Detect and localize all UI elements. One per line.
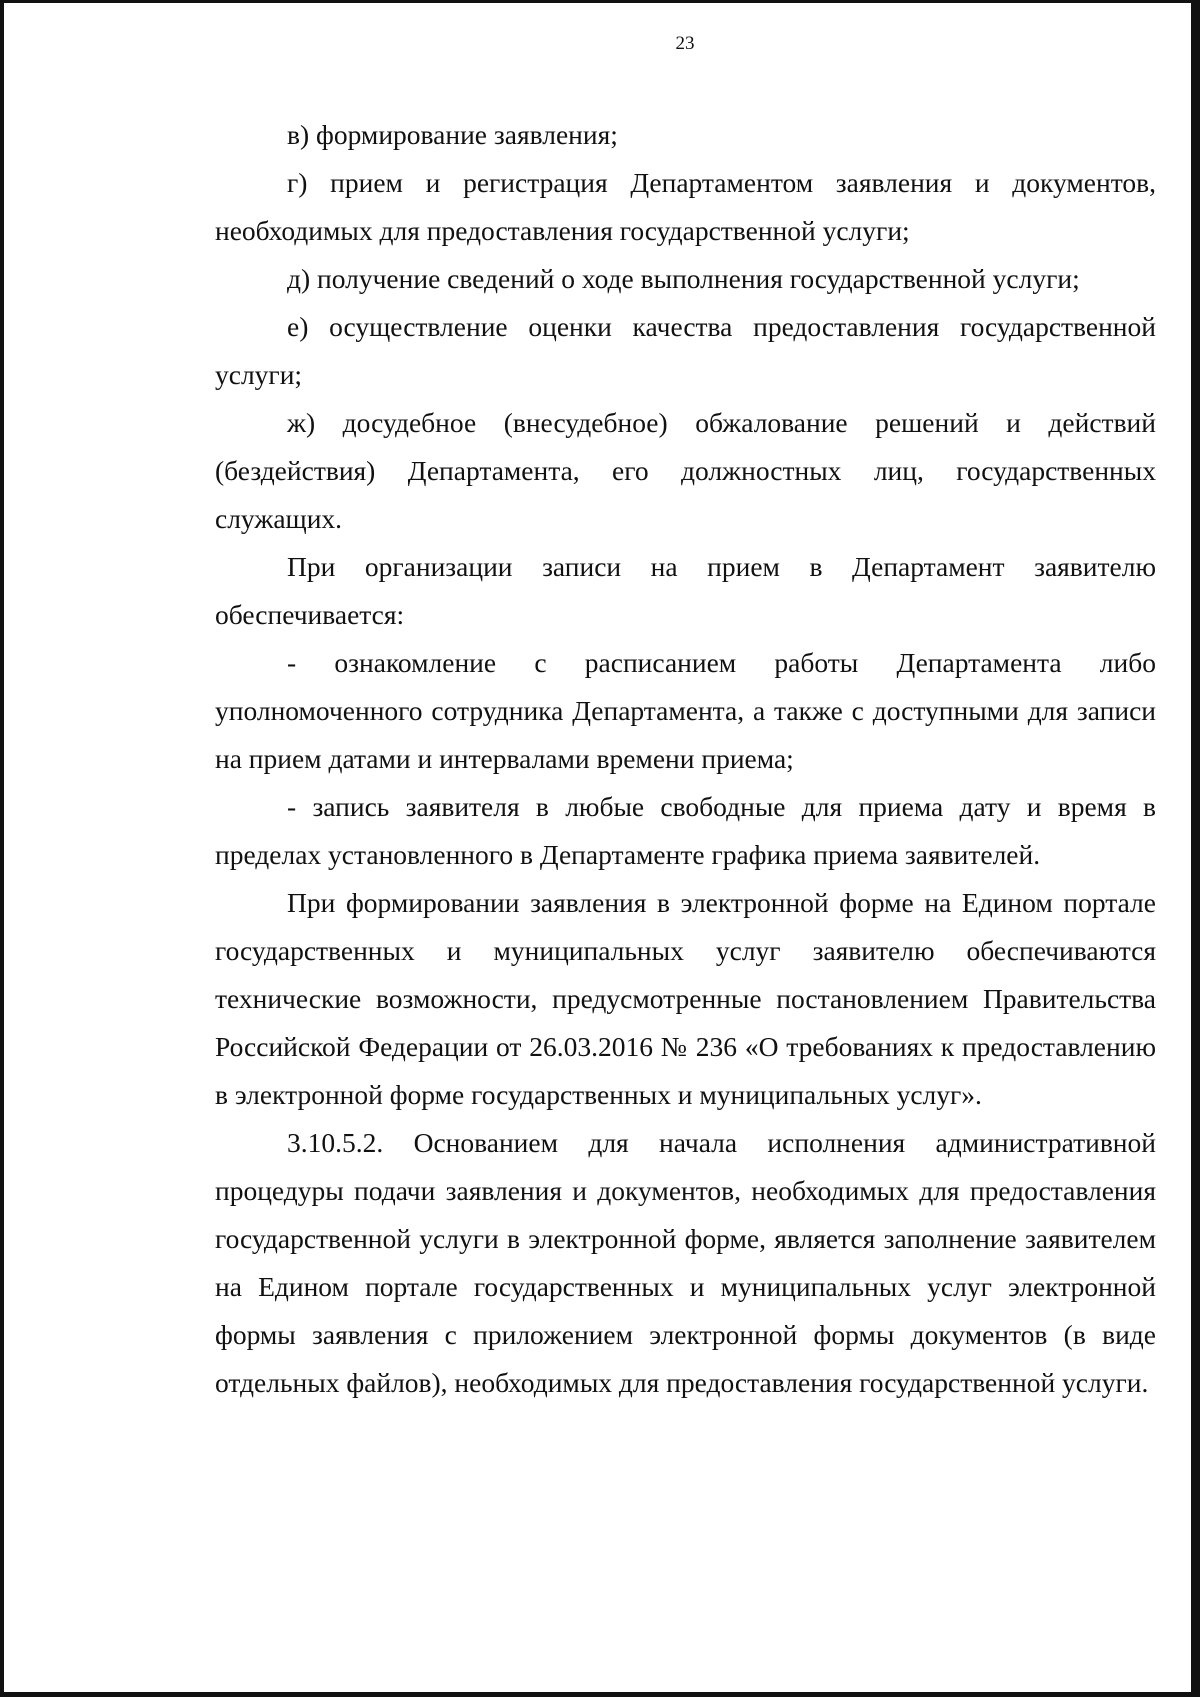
paragraph-electronic-form: При формировании заявления в электронной форме на Едином портале государственных и муниципальных услуг заявителю обеспечиваются технические возможности, предусмотренные постановлением Правительства Российской Федерации от 26.03.2016 № 236 «О требованиях к предоставлению в электронной форме государственных и муниципальных услуг». — [215, 887, 1156, 1110]
paragraph-bullet-booking: - запись заявителя в любые свободные для приема дату и время в пределах установленного в Департаменте графика приема заявителей. — [215, 791, 1156, 870]
paragraph-item-g: г) прием и регистрация Департаментом заявления и документов, необходимых для предоставления государственной услуги; — [215, 167, 1156, 246]
paragraph-appointment-intro: При организации записи на прием в Департамент заявителю обеспечивается: — [215, 551, 1156, 630]
paragraph-item-d: д) получение сведений о ходе выполнения государственной услуги; — [287, 263, 1080, 294]
paragraph-bullet-schedule: - ознакомление с расписанием работы Департамента либо уполномоченного сотрудника Департамента, а также с доступными для записи на прием датами и интервалами времени приема; — [215, 647, 1156, 774]
paragraph-item-v: в) формирование заявления; — [287, 119, 618, 150]
paragraph-section-3-10-5-2: 3.10.5.2. Основанием для начала исполнения административной процедуры подачи заявления и документов, необходимых для предоставления государственной услуги в электронной форме, является заполнение заявителем на Едином портале государственных и муниципальных услуг электронной формы заявления с приложением электронной формы документов (в виде отдельных файлов), необходимых для предоставления государственной услуги. — [215, 1127, 1156, 1398]
page-number: 23 — [675, 33, 695, 54]
document-body — [215, 111, 1156, 1407]
paragraph-item-e: е) осуществление оценки качества предоставления государственной услуги; — [215, 311, 1156, 390]
paragraph-item-zh: ж) досудебное (внесудебное) обжалование решений и действий (бездействия) Департамента, его должностных лиц, государственных служащих. — [215, 407, 1156, 534]
